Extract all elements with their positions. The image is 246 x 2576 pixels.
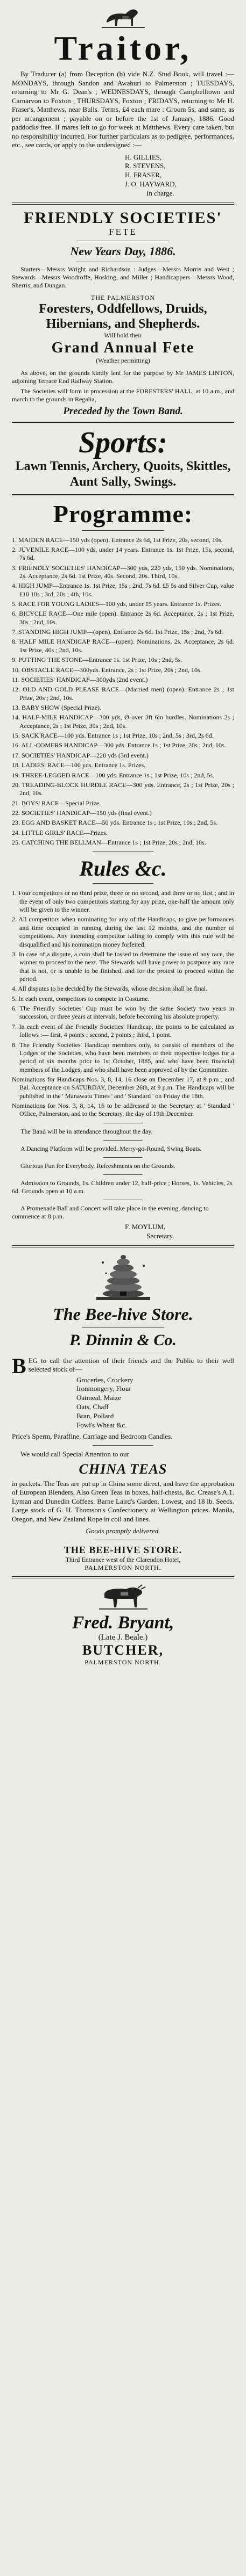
beehive-icon (91, 1252, 156, 1302)
programme-item: 17. SOCIETIES' HANDICAP—220 yds (3rd event.) (12, 751, 149, 759)
goods-list (76, 1376, 234, 1430)
programme-item: 14. HALF-MILE HANDICAP—300 yds, Ø over 3ft 6in hurdles. Nominations 2s ; Acceptance, 2s ; 1st Prize, 30s ; 2nd, 10s. (12, 713, 234, 730)
preceded-by-band: Preceded by the Town Band. (63, 406, 183, 417)
divider (93, 851, 153, 852)
new-years-day: New Years Day, 1886. (70, 244, 176, 258)
china-teas: CHINA TEAS (79, 1461, 167, 1477)
programme-item: 2. JUVENILE RACE—100 yds, under 14 years. Entrance 1s. 1st Prize, 15s, second, 7s 6d. (12, 545, 234, 562)
beehive-intro: EG to call the attention of their friends and the Public to their well selected stock of— (28, 1356, 234, 1374)
band-note: The Band will be in attendance throughout the day. (20, 1127, 153, 1135)
special-attention: We would call Special Attention to our (20, 1450, 129, 1459)
secretary-title: Secretary. (146, 1231, 174, 1240)
programme-item: 25. CATCHING THE BELLMAN—Entrance 1s ; 1st Prize, 20s ; 2nd, 10s. (12, 839, 206, 847)
bryant-name: Fred. Bryant, (72, 1613, 174, 1633)
programme-item: 23. EGG AND BASKET RACE—50 yds. Entrance 1s ; 1st Prize, 10s ; 2nd, 5s. (12, 819, 218, 827)
rule-item: 3. In case of a dispute, a coin shall be tossed to determine the issue of any race, the winner to proceed to the next. The Stewards will have power to postpone any race that is not, or is unable to be finished, and for the protest to proceed within the period. (12, 950, 234, 983)
divider (12, 203, 234, 205)
store-location: Third Entrance west of the Clarendon Hotel, (65, 1556, 181, 1564)
rule-item: 8. The Friendly Societies' Handicap members only, to consist of members of the Lodges of the Societies, who have been members of their respective lodges for a period of six months prior to 1st October, 1885, and who have been financial members of the Lodges, and who shall have been approved of by the Committee. (12, 1041, 234, 1073)
teas-description: in packets. The Teas are put up in China some direct, and have the approbation of European Blenders. Also Green Teas in boxes, half-chests, &c. Crease's A.1. Lyman and Dunedin Coffees. Barne Laird's Garden. Lowest, and 18 lb. Seeds. Large stock of G. H. Thomson's Confectionery at Wellington prices. Manila, Oregon, and New Zealand Rope in coil and lines. (12, 1479, 234, 1523)
bryant-late: (Late J. Beale.) (98, 1633, 148, 1642)
in-charge: In charge. (146, 189, 174, 198)
programme-item: 1. MAIDEN RACE—150 yds (open). Entrance 2s 6d, 1st Prize, 20s, second, 10s. (12, 536, 223, 544)
programme-item: 13. BABY SHOW (Special Prize). (12, 704, 101, 711)
signatory: H. GILLIES, (125, 153, 162, 161)
bryant-town: PALMERSTON NORTH. (85, 1658, 161, 1666)
programme-item: 12. OLD AND GOLD PLEASE RACE—(Married men) (open). Entrance 2s ; 1st Prize, 20s ; 2nd, 10s. (12, 686, 234, 702)
sports-title: Sports: (79, 426, 167, 460)
programme-item: 8. HALF MILE HANDICAP RACE—(open). Nominations, 2s. Acceptance, 2s 6d. 1st Prize, 40s ; 2nd, 10s. (12, 638, 234, 654)
programme-item: 22. SOCIETIES' HANDICAP—150 yds (final event.) (12, 809, 152, 817)
traitor-signatories (125, 153, 234, 198)
programme-item: 7. STANDING HIGH JUMP—(open). Entrance 2s 6d. 1st Prize, 15s ; 2nd, 7s 6d. (12, 628, 223, 636)
divider (103, 1157, 143, 1158)
horse-icon (102, 6, 145, 29)
divider (12, 422, 234, 423)
divider (82, 1327, 164, 1328)
sports-list: Lawn Tennis, Archery, Quoits, Skittles, Aunt Sally, Swings. (15, 459, 231, 489)
programme-item: 6. BICYCLE RACE—One mile (open). Entrance 2s 6d. Acceptance, 2s ; 1st Prize, 30s ; 2nd, 10s. (12, 610, 234, 626)
rule-item: 2. All competitors when nominating for any of the Handicaps, to give performances and time occupied in running during the last 12 months, and the number of competitions. Any intending competitor failing to comply with this rule will be disqualified and his nomination money forfeited. (12, 915, 234, 948)
rule-item: 4. All disputes to be decided by the Stewards, whose decision shall be final. (12, 985, 208, 993)
rule-item: 6. The Friendly Societies' Cup must be won by the same Society two years in succession, or three years at intervals, before becoming his absolute property. (12, 1005, 234, 1021)
friendly-title: FRIENDLY SOCIETIES' (24, 208, 222, 227)
dropcap-b: B (12, 1353, 26, 1378)
divider (82, 530, 164, 531)
programme-item: 4. HIGH JUMP—Entrance 1s. 1st Prize, 15s ; 2nd, 7s 6d. £5 5s and Silver Cup, value £10 10s ; 3rd, 20s ; 4th, 10s. (12, 582, 234, 598)
weather-note: (Weather permitting) (96, 357, 150, 365)
signatory: J. O. HAYWARD, (125, 180, 177, 189)
starters: Starters—Messrs Wright and Richardson : Judges—Messrs Morris and West ; Stewards—Messrs Woodroffe, Hosking, and Miller ; Handicappers—Messrs Wood, Sherris, and Dungan. (12, 265, 234, 289)
bull-icon (99, 1583, 147, 1611)
signatory: R. STEVENS, (125, 162, 166, 170)
programme-title: Programme: (53, 500, 193, 528)
divider (12, 494, 234, 495)
programme-item: 11. SOCIETIES' HANDICAP—300yds (2nd event.) (12, 675, 148, 683)
programme-item: 15. SACK RACE—100 yds. Entrance 1s ; 1st Prize, 10s ; 2nd, 5s ; 3rd, 2s 6d. (12, 732, 214, 740)
divider (103, 1174, 143, 1175)
traitor-body: By Traducer (a) from Deception (b) vide N.Z. Stud Book, will travel :—MONDAYS, through Sandon and Awahuri to Palmerston ; TUESDAYS, returning to Mr G. Dean's ; WEDNESDAYS, through Campbelltown and Carnarvon to Foxton ; THURSDAYS, Foxton ; FRIDAYS, returning to Mr H. Fraser's, Matthews, near Bulls. Terms, £4 each mare : Groom 5s, and same, as per arrangement ; payable on or before the 1st of January, 1886. Good paddocks free. If mares left to go for week at Matthews. Every care taken, but no responsibility incurred. For further particulars as to pedigree, performances, etc., see cards, or apply to the undersigned :— (12, 70, 234, 149)
beehive-intro-wrap (12, 1353, 234, 1378)
beehive-proprietor: P. Dinnin & Co. (69, 1331, 177, 1349)
divider (93, 1445, 153, 1446)
grand-annual-fete: Grand Annual Fete (51, 340, 195, 357)
divider (12, 1576, 234, 1578)
dancing-note: A Dancing Platform will be provided. Merry-go-Round, Swing Boats. (20, 1144, 202, 1152)
rule-item: Nominations for Nos. 3, 8, 14, 16 to be addressed to the Secretary at ' Standard ' Office, Palmerston, and to the Secretary, the day of 19th December. (12, 1102, 234, 1118)
programme-item: 20. TREADING-BLOCK HURDLE RACE—300 yds. Entrance, 2s ; 1st Prize, 20s ; 2nd, 10s. (12, 781, 234, 797)
rules-list (12, 889, 234, 1118)
horse-illustration (12, 6, 234, 29)
programme-item: 9. PUTTING THE STONE—Entrance 1s. 1st Prize, 10s ; 2nd, 5s. (12, 656, 182, 664)
bull-illustration (12, 1583, 234, 1611)
beehive-illustration (12, 1252, 234, 1302)
divider (103, 1140, 143, 1141)
rule-item: 7. In each event of the Friendly Societies' Handicap, the points to be calculated as follows :— first, 4 points ; second, 2 points ; third, 1 point. (12, 1022, 234, 1039)
promenade-note: A Promenade Ball and Concert will take place in the evening, dancing to commence at 8 p.m. (12, 1204, 209, 1220)
programme-item: 18. LADIES' RACE—100 yds. Entrance 1s. Prizes. (12, 761, 146, 769)
programme-item: 21. BOYS' RACE—Special Prize. (12, 799, 101, 807)
beehive-title: The Bee-hive Store. (53, 1304, 193, 1324)
palmerston-label: THE PALMERSTON (90, 293, 156, 301)
goods-delivered: Goods promptly delivered. (86, 1527, 160, 1535)
store-name: THE BEE-HIVE STORE. (64, 1545, 182, 1556)
traitor-title: Traitor, (54, 29, 192, 67)
secretary-signature (125, 1223, 234, 1241)
programme-item: 16. ALL-COMERS HANDICAP—300 yds. Entrance 1s ; 1st Prize, 20s ; 2nd, 10s. (12, 741, 226, 749)
signatory: H. FRASER, (125, 171, 162, 179)
grounds-note: As above, on the grounds kindly lent for the purpose by Mr JAMES LINTON, adjoining Terrace End Railway Station. (12, 369, 234, 385)
secretary-name: F. MOYLUM, (125, 1222, 166, 1231)
bryant-trade: BUTCHER, (82, 1642, 164, 1658)
programme-item: 24. LITTLE GIRLS' RACE—Prizes. (12, 828, 108, 836)
admission-note: Admission to Grounds, 1s. Children under 12, half-price ; Horses, 1s. Vehicles, 2s 6d. Grounds open at 10 a.m. (12, 1179, 233, 1195)
programme-item: 3. FRIENDLY SOCIETIES' HANDICAP—300 yds, 220 yds, 150 yds. Nominations, 2s. Acceptance, 2s 6d. 1st Prize, 40s. Second, 20s. Third, 10s. (12, 564, 234, 580)
programme-item: 19. THREE-LEGGED RACE—100 yds. Entrance 1s ; 1st Prize, 10s ; 2nd, 5s. (12, 771, 215, 779)
societies-names: Foresters, Oddfellows, Druids, Hibernians, and Shepherds. (39, 301, 207, 331)
programme-list (12, 536, 234, 847)
divider (12, 1245, 234, 1247)
candles-note: Price's Sperm, Paraffine, Carriage and Bedroom Candles. (12, 1432, 173, 1440)
divider (93, 883, 153, 884)
goods-item: Oats, Chaff (76, 1403, 109, 1411)
goods-item: Bran, Pollard (76, 1412, 114, 1420)
goods-item: Oatmeal, Maize (76, 1394, 122, 1402)
programme-item: 5. RACE FOR YOUNG LADIES—100 yds, under 15 years. Entrance 1s. Prizes. (12, 600, 221, 608)
goods-item: Ironmongery, Flour (76, 1384, 131, 1393)
friendly-subtitle: FETE (109, 226, 137, 237)
rule-item: 5. In each event, competitors to compete in Costume. (12, 994, 150, 1002)
goods-item: Groceries, Crockery (76, 1375, 133, 1384)
rules-title: Rules &c. (79, 856, 167, 881)
programme-item: 10. OBSTACLE RACE—300yds. Entrance, 2s ; 1st Prize, 20s ; 2nd, 10s. (12, 666, 202, 674)
will-hold: Will hold their (104, 331, 142, 340)
procession-note: The Societies will form in procession at the FORESTERS' HALL, at 10 a.m., and march to the grounds in Regalia, (12, 387, 234, 403)
store-town: PALMERSTON NORTH. (85, 1564, 161, 1572)
rule-item: 1. Four competitors or no third prize, three or no second, and three or no first ; and in the event of only two competitors starting for any prize, one-half the amount only will be given to the winner. (12, 889, 234, 914)
rule-item: Nominations for Handicaps Nos. 3, 8, 14, 16 close on December 17, at 9 p.m ; and Bal. Acceptance on SATURDAY, December 26th, at 9 p.m. The Handicaps will be published in the ' Manawatu Times ' and ' Standard ' on Friday the 18th. (12, 1075, 234, 1100)
glorious-note: Glorious Fun for Everybody. Refreshments on the Grounds. (20, 1161, 175, 1170)
goods-item: Fowl's Wheat &c. (76, 1420, 127, 1429)
